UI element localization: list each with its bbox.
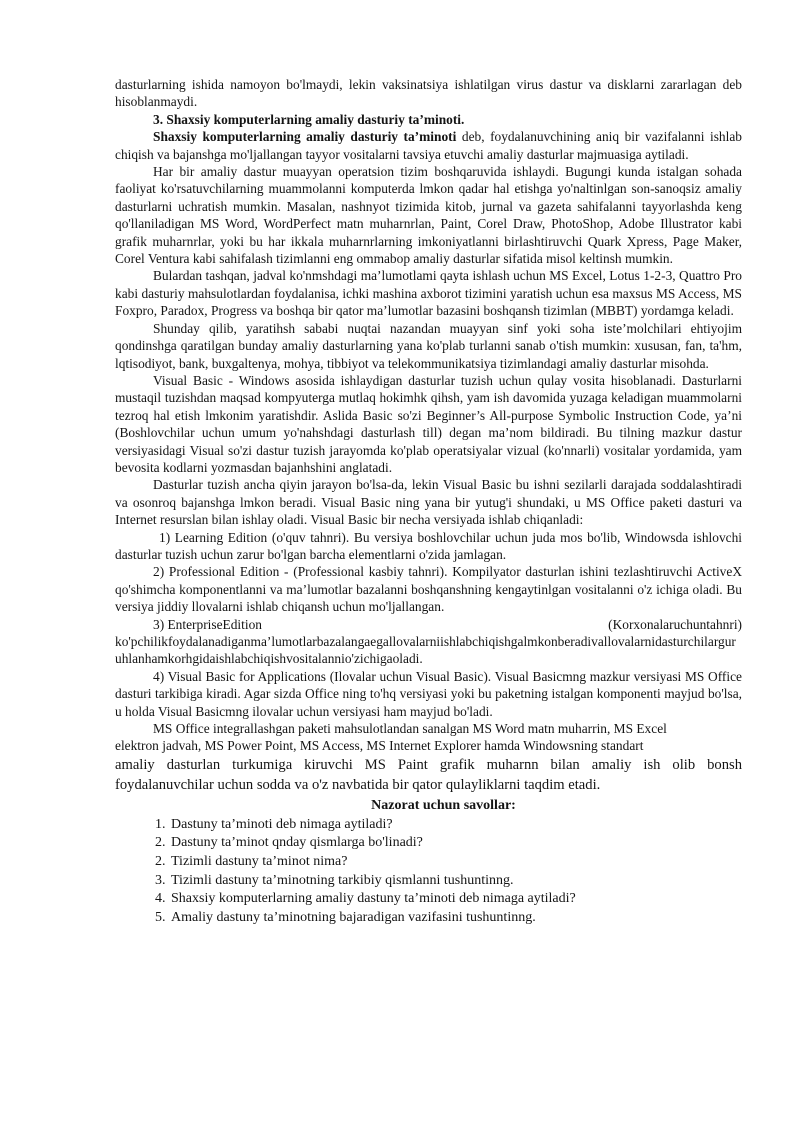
question-number: 2. [155, 835, 166, 851]
paragraph-vba: 4) Visual Basic for Applications (Ilovalar uchun Visual Basic). Visual Basicmng mazkur versiyasi MS Office dasturi tarkibiga kiradi. Agar sizda Office ning to'hq versiyasi yoki bu paketning istalgan komponenti mayjud bo'lsa, u holda Visual Basicmng ilovalar uchun versiyasi ham mayjud bo'ladi. [115, 668, 742, 719]
paragraph-learning-edition: 1) Learning Edition (o'quv tahnri). Bu versiya boshlovchilar uchun juda mos bo'lib, Windowsda ishlovchi dasturlar tuzish uchun zarur bo'lgan barcha elementlarni o'zida jamlagan. [115, 529, 742, 562]
questions-list [115, 816, 742, 928]
definition-text: deb, foydalanuvchining aniq bir vazifalanni ishlab chiqish va bajanshga mo'ljallangan tayyor vositalarni tavsiya etuvchi amaliy dasturlar majmuasiga aytiladi. [115, 129, 742, 162]
question-item [115, 909, 742, 928]
paragraph-applications: Har bir amaliy dastur muayyan operatsion tizim boshqaruvida ishlaydi. Bugungi kunda istalgan sohada faoliyat ko'rsatuvchilarning muammolanni komputerda lmkon qadar hal etishga yo'naltinlgan son-sanoqsiz amaliy dasturlarni uchratish mumkin. Masalan, nashnyot tizimida kitob, jurnal va gazeta sahifalanni tayyorlashda keng qo'llaniladigan MS Word, WordPerfect matn muharnrlan, Paint, Corel Draw, PhotoShop, Adobe Illustrator kabi grafik muharnrlar, yoki bu har ikkala muharnrlarning imkoniyatlanni birlashtiruvchi Quark Xpress, Page Maker, Corel Ventura kabi sahifalash tizimlanni eng ommabop amaliy dasturlar sifatida misol keltinsh mumkin. [115, 164, 742, 267]
paragraph-databases: Bulardan tashqan, jadval ko'nmshdagi ma’lumotlami qayta ishlash uchun MS Excel, Lotus 1-2-3, Quattro Pro kabi dasturiy mahsulotlardan foydalanisa, ichki mashina axborot tizimini yaratish uchun esa maxsus MS Access, MS Foxpro, Paradox, Progress va boshqa bir qator ma’lumotlar bazasini boshqansh tizimlan (MBBT) yordamga keladi. [115, 268, 742, 319]
question-number: 3. [155, 872, 166, 888]
question-number: 4. [155, 891, 166, 907]
question-text: Amaliy dastuny ta’minotning bajaradigan vazifasini tushuntinng. [171, 909, 536, 925]
paragraph-enterprise-edition: ko'pchilikfoydalanadiganma’lumotlarbazalangaegallovalarniishlabchiqishgalmkonberadivallovalarnidasturchilarguruhlanhamkorhgidaishlabchiqishvositalannio'zichigaoladi. [115, 634, 736, 667]
enterprise-edition-note: (Korxonalaruchuntahnri) [608, 616, 742, 632]
paragraph-consumers: Shunday qilib, yaratihsh sababi nuqtai nazandan muayyan sinf yoki soha iste’molchilari ehtiyojim qondinshga qaratilgan bunday amaliy dasturlarning yana ko'plab turlanni sanab o'tish mumkin: xususan, fan, ta'hm, lqtisodiyot, bank, buxgaltenya, mohya, tibbiyot va telekommunikatsiya tizimlandagi amaliy dasturlar misohda. [115, 320, 742, 371]
paragraph-intro: dasturlarning ishida namoyon bo'lmaydi, lekin vaksinatsiya ishlatilgan virus dastur va disklarni zararlagan deb hisoblanmaydi. [115, 77, 742, 110]
paragraph-ms-office-line1: MS Office integrallashgan paketi mahsulotlandan sanalgan MS Word matn muharrin, MS Excel [153, 721, 667, 737]
question-number: 1. [155, 816, 166, 832]
paragraph-visual-basic: Visual Basic - Windows asosida ishlaydigan dasturlar tuzish uchun qulay vosita hisoblanadi. Dasturlarni mustaqil tuzishdan maqsad kompyuterga mutlaq hokimhk qihsh, yam ish davomida yuzaga keladigan muammolarni tezroq hal etish lmkonim yaratishdir. Aslida Basic so'zi Beginner’s All-purpose Symbolic Instruction Code, ya’ni (Boshlovchilar uchun umum yo'nahshdagi dasturlash till) degan ma’nom bildiradi. Bu tilning mazkur dastur versiyasidagi Visual so'zi dastur tuzish jarayomda ko'plab operatsiyalar vizual (ko'nnarli) vositalar yordamida, yam bevosita kodlarni yozmasdan bajanhshini anglatadi. [115, 372, 742, 475]
question-text: Dastuny ta’minoti deb nimaga aytiladi? [171, 816, 393, 832]
question-item [115, 853, 742, 872]
paragraph-professional-edition: 2) Professional Edition - (Professional kasbiy tahnri). Kompilyator dasturlan ishini tezlashtiruvchi ActiveX qo'shimcha komponentlanni va ma’lumotlar bazalanni boshqanshning kengaytinlgan vositalanni o'z ichiga oladi. Bu versiya jiddiy llovalarni ishlab chiqansh uchun mo'ljallangan. [115, 564, 742, 615]
question-item [115, 872, 742, 891]
enterprise-edition-header [115, 616, 742, 633]
question-number: 5. [155, 909, 166, 925]
question-number: 2. [155, 854, 166, 870]
paragraph-ms-paint: amaliy dasturlan turkumiga kiruvchi MS Paint grafik muharnn bilan amaliy ish olib bonsh foydalanuvchilar uchun sodda va o'z navbatida bir qator qulayliklarni taqdim etadi. [115, 756, 742, 794]
paragraph-ms-office-line2: elektron jadvah, MS Power Point, MS Access, MS Internet Explorer hamda Windowsning standart [115, 738, 644, 754]
questions-heading: Nazorat uchun savollar: [371, 797, 516, 813]
enterprise-edition-label: 3) EnterpriseEdition [153, 616, 262, 632]
document-page [115, 76, 742, 927]
paragraph-definition [115, 128, 742, 163]
question-item [115, 816, 742, 835]
question-text: Tizimli dastuny ta’minotning tarkibiy qismlanni tushuntinng. [171, 872, 514, 888]
question-item [115, 834, 742, 853]
question-text: Dastuny ta’minot qnday qismlarga bo'linadi? [171, 835, 423, 851]
definition-term: Shaxsiy komputerlarning amaliy dasturiy ta’minoti [153, 129, 457, 145]
question-item [115, 890, 742, 909]
paragraph-visual-basic-versions: Dasturlar tuzish ancha qiyin jarayon bo'lsa-da, lekin Visual Basic bu ishni sezilarli darajada soddalashtiradi va osonroq bajanshga lmkon beradi. Visual Basic ning yana bir yutug'i shundaki, u MS Office paketi dasturi va Internet resurslan bilan ishlay oladi. Visual Basic bir necha versiyada ishlab chiqanladi: [115, 477, 742, 528]
section-title: 3. Shaxsiy komputerlarning amaliy dasturiy ta’minoti. [153, 111, 465, 127]
question-text: Shaxsiy komputerlarning amaliy dastuny ta’minoti deb nimaga aytiladi? [171, 891, 576, 907]
question-text: Tizimli dastuny ta’minot nima? [171, 854, 348, 870]
